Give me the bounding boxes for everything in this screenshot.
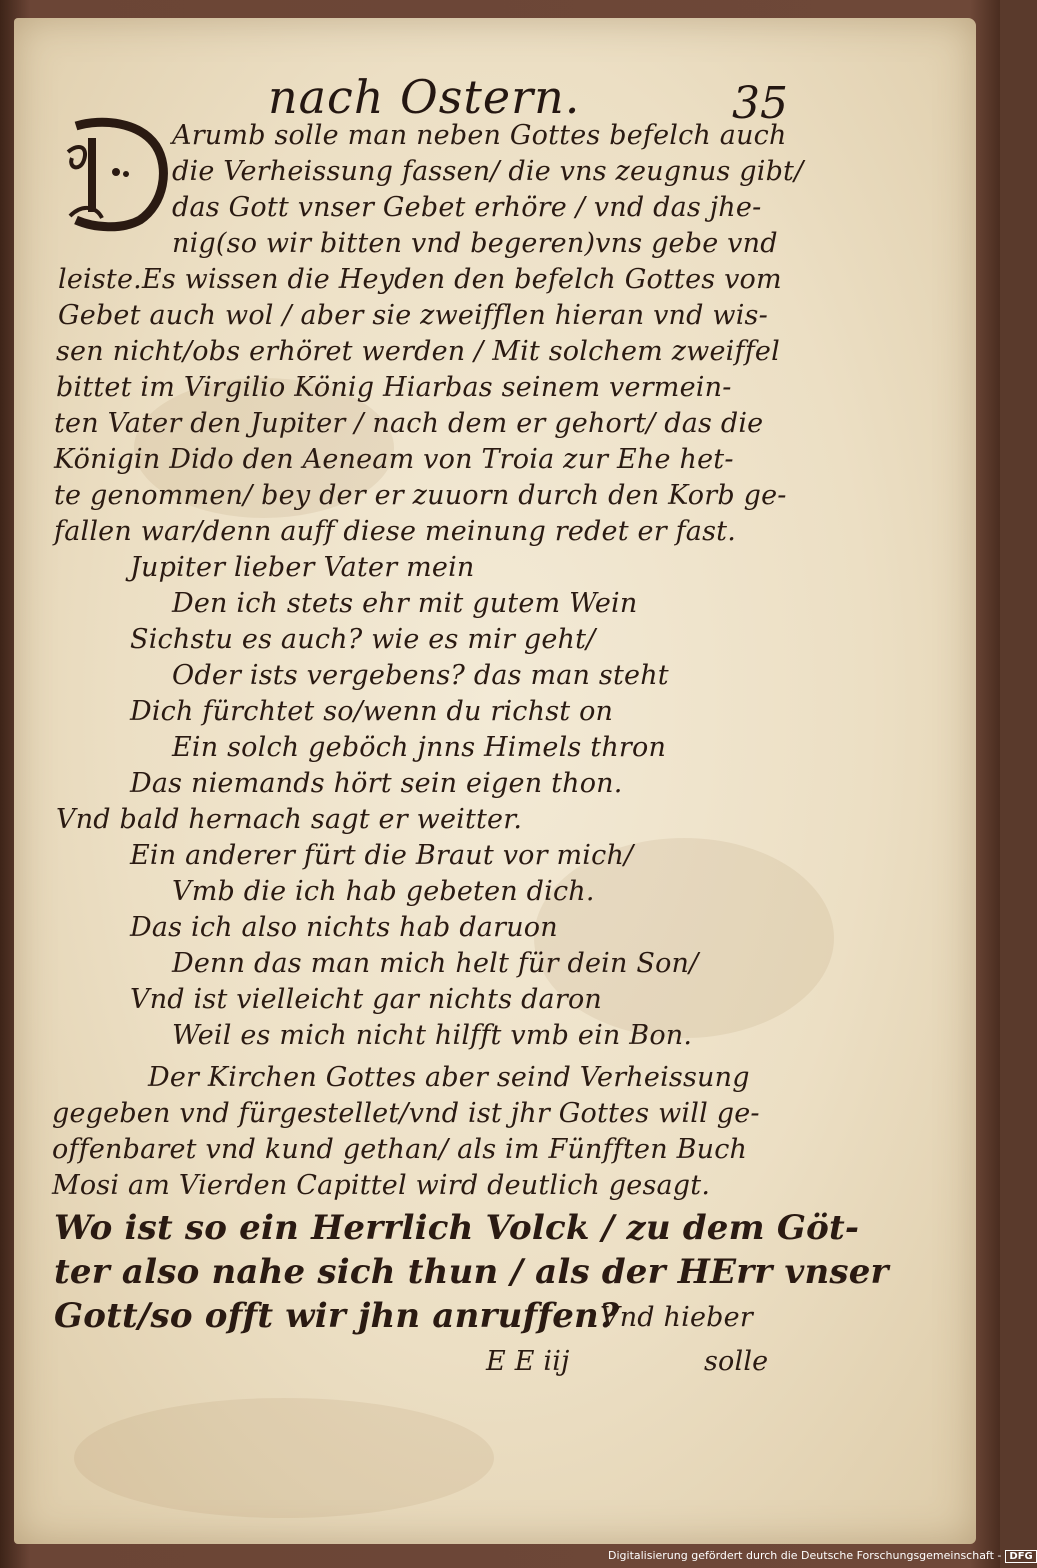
quote-line: ter also nahe sich thun / als der HErr vnser	[54, 1252, 889, 1292]
body-line: te genommen/ bey der er zuuorn durch den Korb ge-	[54, 480, 787, 511]
body-line: leiste.Es wissen die Heyden den befelch Gottes vom	[58, 264, 782, 295]
running-title: nach Ostern.	[268, 70, 581, 124]
body-line: Königin Dido den Aeneam von Troia zur Ehe het-	[54, 444, 734, 475]
catchword: solle	[704, 1346, 769, 1377]
body-line: gegeben vnd fürgestellet/vnd ist jhr Gottes will ge-	[52, 1098, 760, 1129]
verse-line: Ein anderer fürt die Braut vor mich/	[130, 840, 634, 871]
body-line: nig(so wir bitten vnd begeren)vns gebe vnd	[172, 228, 778, 259]
body-line: sen nicht/obs erhöret werden / Mit solchem zweiffel	[56, 336, 780, 367]
verse-line: Weil es mich nicht hilfft vmb ein Bon.	[172, 1020, 693, 1051]
body-line: die Verheissung fassen/ die vns zeugnus gibt/	[172, 156, 804, 187]
verse-line: Sichstu es auch? wie es mir geht/	[130, 624, 596, 655]
verse-line: Ein solch geböch jnns Himels thron	[172, 732, 667, 763]
body-line: bittet im Virgilio König Hiarbas seinem vermein-	[56, 372, 732, 403]
verse-line: Oder ists vergebens? das man steht	[172, 660, 669, 691]
body-line: das Gott vnser Gebet erhöre / vnd das jhe-	[172, 192, 762, 223]
quote-line: Wo ist so ein Herrlich Volck / zu dem Göt-	[54, 1208, 860, 1248]
verse-line: Vmb die ich hab gebeten dich.	[172, 876, 595, 907]
verse-line: Dich fürchtet so/wenn du richst on	[130, 696, 614, 727]
body-line: Der Kirchen Gottes aber seind Verheissung	[148, 1062, 750, 1093]
body-line: Arumb solle man neben Gottes befelch auch	[172, 120, 787, 151]
body-line: ten Vater den Jupiter / nach dem er gehort/ das die	[54, 408, 764, 439]
bridge-line: Vnd bald hernach sagt er weitter.	[56, 804, 523, 835]
body-line: Mosi am Vierden Capittel wird deutlich gesagt.	[52, 1170, 711, 1201]
body-line: fallen war/denn auff diese meinung redet er fast.	[54, 516, 736, 547]
digitization-credit	[608, 1549, 1037, 1563]
credit-text: Digitalisierung gefördert durch die Deutsche Forschungsgemeinschaft -	[608, 1549, 1002, 1562]
decorated-initial-d-icon	[62, 112, 170, 232]
verse-line: Das ich also nichts hab daruon	[130, 912, 558, 943]
verse-line: Jupiter lieber Vater mein	[130, 552, 475, 583]
verse-line: Denn das man mich helt für dein Son/	[172, 948, 699, 979]
verse-line: Vnd ist vielleicht gar nichts daron	[130, 984, 602, 1015]
verse-line: Das niemands hört sein eigen thon.	[130, 768, 623, 799]
quote-line: Gott/so offt wir jhn anruffen?	[54, 1296, 620, 1336]
verse-line: Den ich stets ehr mit gutem Wein	[172, 588, 638, 619]
dfg-logo: DFG	[1005, 1550, 1036, 1563]
quote-tail: Vnd hieber	[600, 1302, 753, 1333]
body-line: Gebet auch wol / aber sie zweifflen hieran vnd wis-	[58, 300, 768, 331]
body-line: offenbaret vnd kund gethan/ als im Fünfften Buch	[52, 1134, 748, 1165]
page-number: 35	[732, 78, 788, 129]
signature-mark: E E iij	[486, 1346, 570, 1377]
